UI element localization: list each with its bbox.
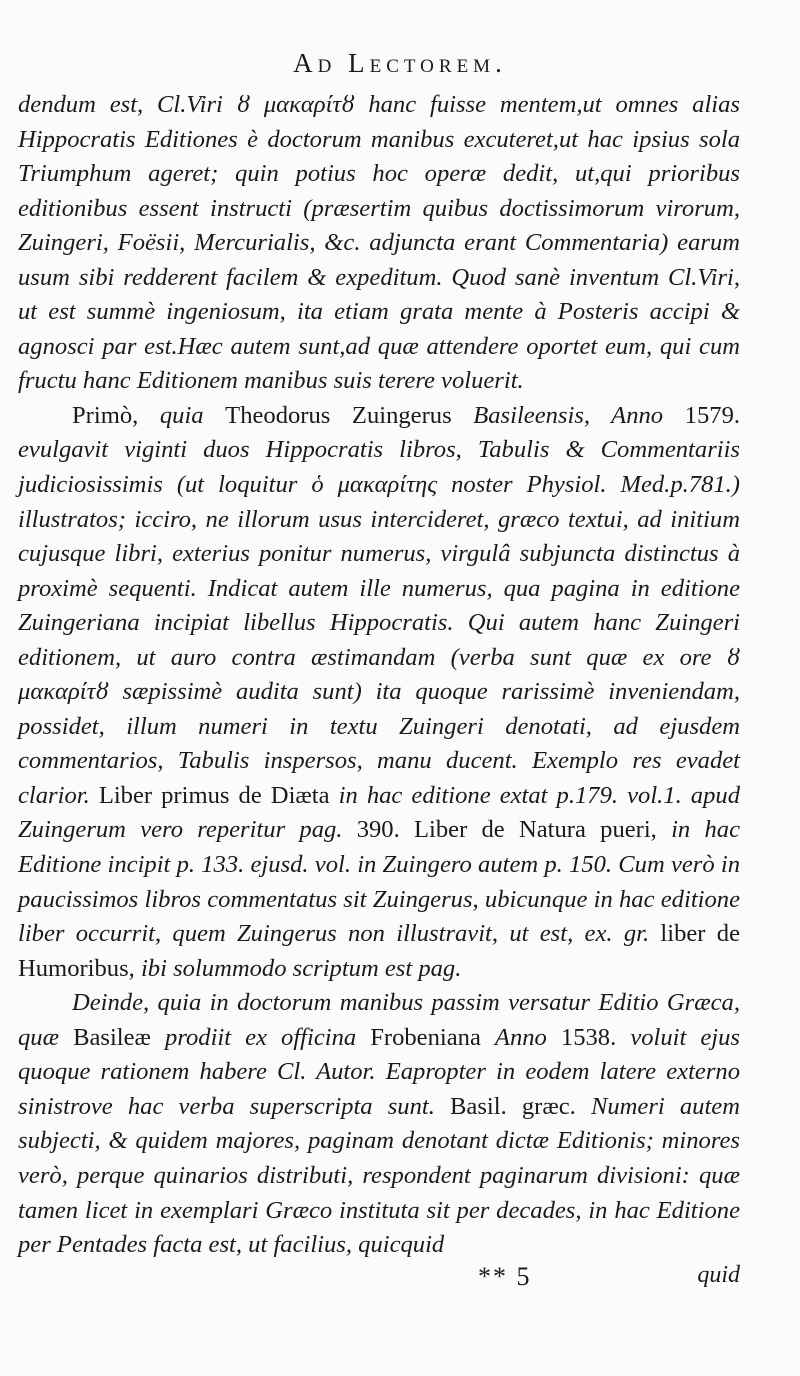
text-segment: in hac Editione incipit p. 133. ejusd. vol. in Zuingero autem p. 150. Cum verò in paucissimos libros commentatus sit Zuingerus, ubicunque in hac editione liber occurrit, quem Zuingerus non illustravit, ut est, ex. gr. [18,816,740,948]
catchword: quid [697,1262,740,1288]
text-segment: voluit ejus quoque rationem habere Cl. Autor. Eapropter in eodem latere externo sinistrove hac verba superscripta sunt. [18,1023,740,1120]
text-segment: Basil. græc. [450,1092,591,1120]
paragraph-3 [18,986,740,1262]
text-segment: prodiit ex officina [165,1023,371,1051]
text-segment: quia [159,401,226,429]
text-segment: Anno [494,1023,561,1051]
text-segment: Deinde, quia in doctorum manibus passim versatur Editio Græca, quæ [18,989,740,1051]
text-segment: Numeri autem subjecti, & quidem majores, paginam denotant dictæ Editionis; minores verò, perque quinarios distributi, respondent paginarum divisioni: quæ tamen licet in exemplari Græco instituta sit per decades, in hac Editione per Pentades facta est, ut facilius, quicquid [18,1092,740,1259]
page-footer [18,1262,740,1302]
text-segment: dendum est, Cl.Viri ȣ μακαρίτȣ hanc fuisse mentem,ut omnes alias Hippocratis Editiones è doctorum manibus excuteret,ut hac ipsius sola Triumphum ageret; quin potius hoc operæ dedit, ut,qui prioribus editionibus essent instructi (præsertim quibus doctissimorum virorum, Zuingeri, Foësii, Mercurialis, &c. adjuncta erant Commentaria) earum usum sibi redderent facilem & expeditum. Quod sanè inventum Cl.Viri, ut est summè ingeniosum, ita etiam grata mente à Posteris accipi & agnosci par est.Hæc autem sunt,ad quæ attendere oportet eum, qui cum fructu hanc Editionem manibus suis terere voluerit. [18,91,740,395]
text-segment: 1538. [560,1023,631,1051]
text-segment: 390. Liber de Natura pueri, [356,816,672,844]
text-segment: Liber primus de Diæta [98,781,339,809]
paragraph-1 [18,88,740,399]
text-segment: evulgavit viginti duos Hippocratis libros, Tabulis & Commentariis judiciosissimis (ut loquitur ὁ μακαρίτης noster Physiol. Med.p.781.) illustratos; icciro, ne illorum usus intercideret, græco textui, ad initium cujusque libri, exterius ponitur numerus, virgulâ subjuncta distinctus à proximè sequenti. Indicat autem ille numerus, qua pagina in editione Zuingeriana incipiat libellus Hippocratis. Qui autem hanc Zuingeri editionem, ut auro contra æstimandam (verba sunt quæ ex ore ȣ μακαρίτȣ sæpissimè audita sunt) ita quoque rarissimè inveniendam, possidet, illum numeri in textu Zuingeri denotati, ad ejusdem commentarios, Tabulis inspersos, manu ducent. Exemplo res evadet clarior. [18,436,740,809]
body-text [18,88,740,1263]
text-segment: Basileensis, Anno [473,401,685,429]
text-segment: Basileæ [73,1023,166,1051]
text-segment: 1579. [684,401,741,429]
text-segment: Theodorus Zuingerus [225,401,474,429]
text-segment: liber de Humoribus, [18,920,740,982]
text-segment: in hac editione extat p.179. vol.1. apud Zuingerum vero reperitur pag. [18,781,740,844]
paragraph-2 [18,399,740,986]
text-segment: ibi solummodo scriptum est pag. [140,954,462,982]
text-segment: Primò, [72,401,160,429]
running-head: Ad Lectorem. [293,48,507,78]
text-segment: Frobeniana [370,1023,495,1051]
signature-mark: ** 5 [478,1262,532,1291]
